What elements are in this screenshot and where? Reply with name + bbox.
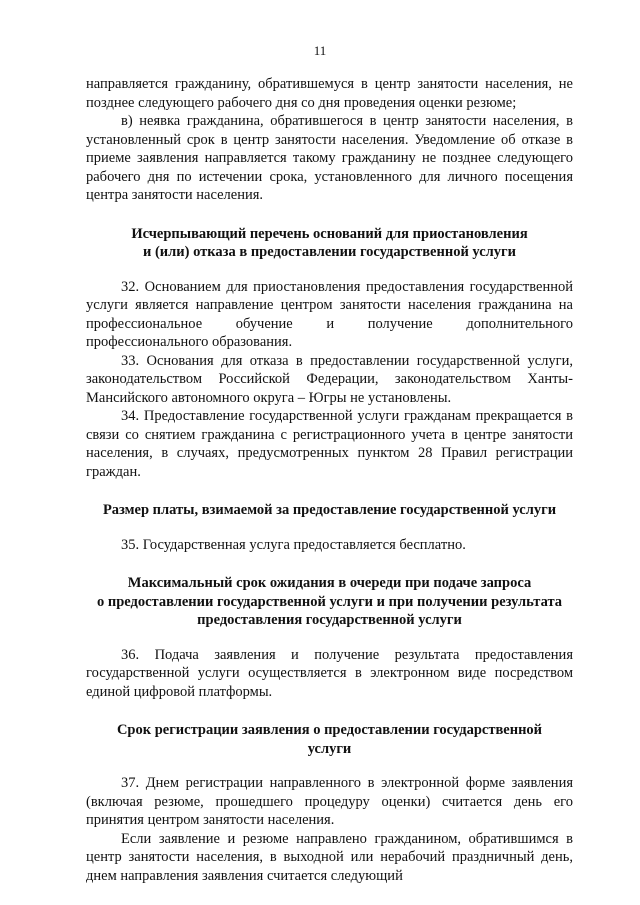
paragraph-36: 36. Подача заявления и получение результата предоставления государственной услуги осуществляется в электронном виде посредством единой цифровой платформы. xyxy=(86,646,573,700)
page-number: 11 xyxy=(313,43,327,58)
section-heading-waiting-line3: предоставления государственной услуги xyxy=(197,612,462,628)
paragraph-37: 37. Днем регистрации направленного в электронной форме заявления (включая резюме, прошедшего процедуру оценки) считается день его принятия центром занятости населения. xyxy=(86,775,573,828)
paragraph-35: 35. Государственная услуга предоставляется бесплатно. xyxy=(121,536,466,553)
section-heading-waiting-line1: Максимальный срок ожидания в очереди при подаче запроса xyxy=(127,575,532,591)
paragraph-37-continued: Если заявление и резюме направлено гражданином, обратившимся в центр занятости населения, в выходной или нерабочий праздничный день, днем направления заявления считается следующий xyxy=(86,830,573,884)
paragraph-item-v: в) неявка гражданина, обратившегося в центр занятости населения, в установленный срок в центр занятости населения. Уведомление об отказе в приеме заявления направляется такому гражданину не позднее следующего рабочего дня по истечении срока, установленного для личного посещения центра занятости населения. xyxy=(86,113,573,203)
section-heading-suspension-line1: Исчерпывающий перечень оснований для приостановления xyxy=(131,225,528,242)
document-body xyxy=(86,75,573,885)
section-heading-suspension-line2: и (или) отказа в предоставлении государственной услуги xyxy=(143,244,516,260)
paragraph-intro: направляется гражданину, обратившемуся в центр занятости населения, не позднее следующего рабочего дня со дня проведения оценки резюме; xyxy=(86,76,573,111)
section-heading-registration-line2: услуги xyxy=(307,740,352,757)
paragraph-32: 32. Основанием для приостановления предоставления государственной услуги является направление центром занятости населения гражданина на профессиональное обучение и получение дополнительного профессионального образования. xyxy=(86,278,573,350)
paragraph-33: 33. Основания для отказа в предоставлении государственной услуги, законодательством Российской Федерации, законодательством Ханты-Мансийского автономного округа – Югры не установлены. xyxy=(86,352,573,406)
section-heading-registration-line1: Срок регистрации заявления о предоставлении государственной xyxy=(116,722,543,738)
paragraph-34: 34. Предоставление государственной услуги гражданам прекращается в связи со снятием гражданина с регистрационного учета в центре занятости населения, в случаях, предусмотренных пунктом 28 Правил регистрации граждан. xyxy=(86,408,573,480)
section-heading-waiting-line2: о предоставлении государственной услуги и при получении результата xyxy=(96,593,563,610)
section-heading-fee: Размер платы, взимаемой за предоставление государственной услуги xyxy=(102,502,557,518)
